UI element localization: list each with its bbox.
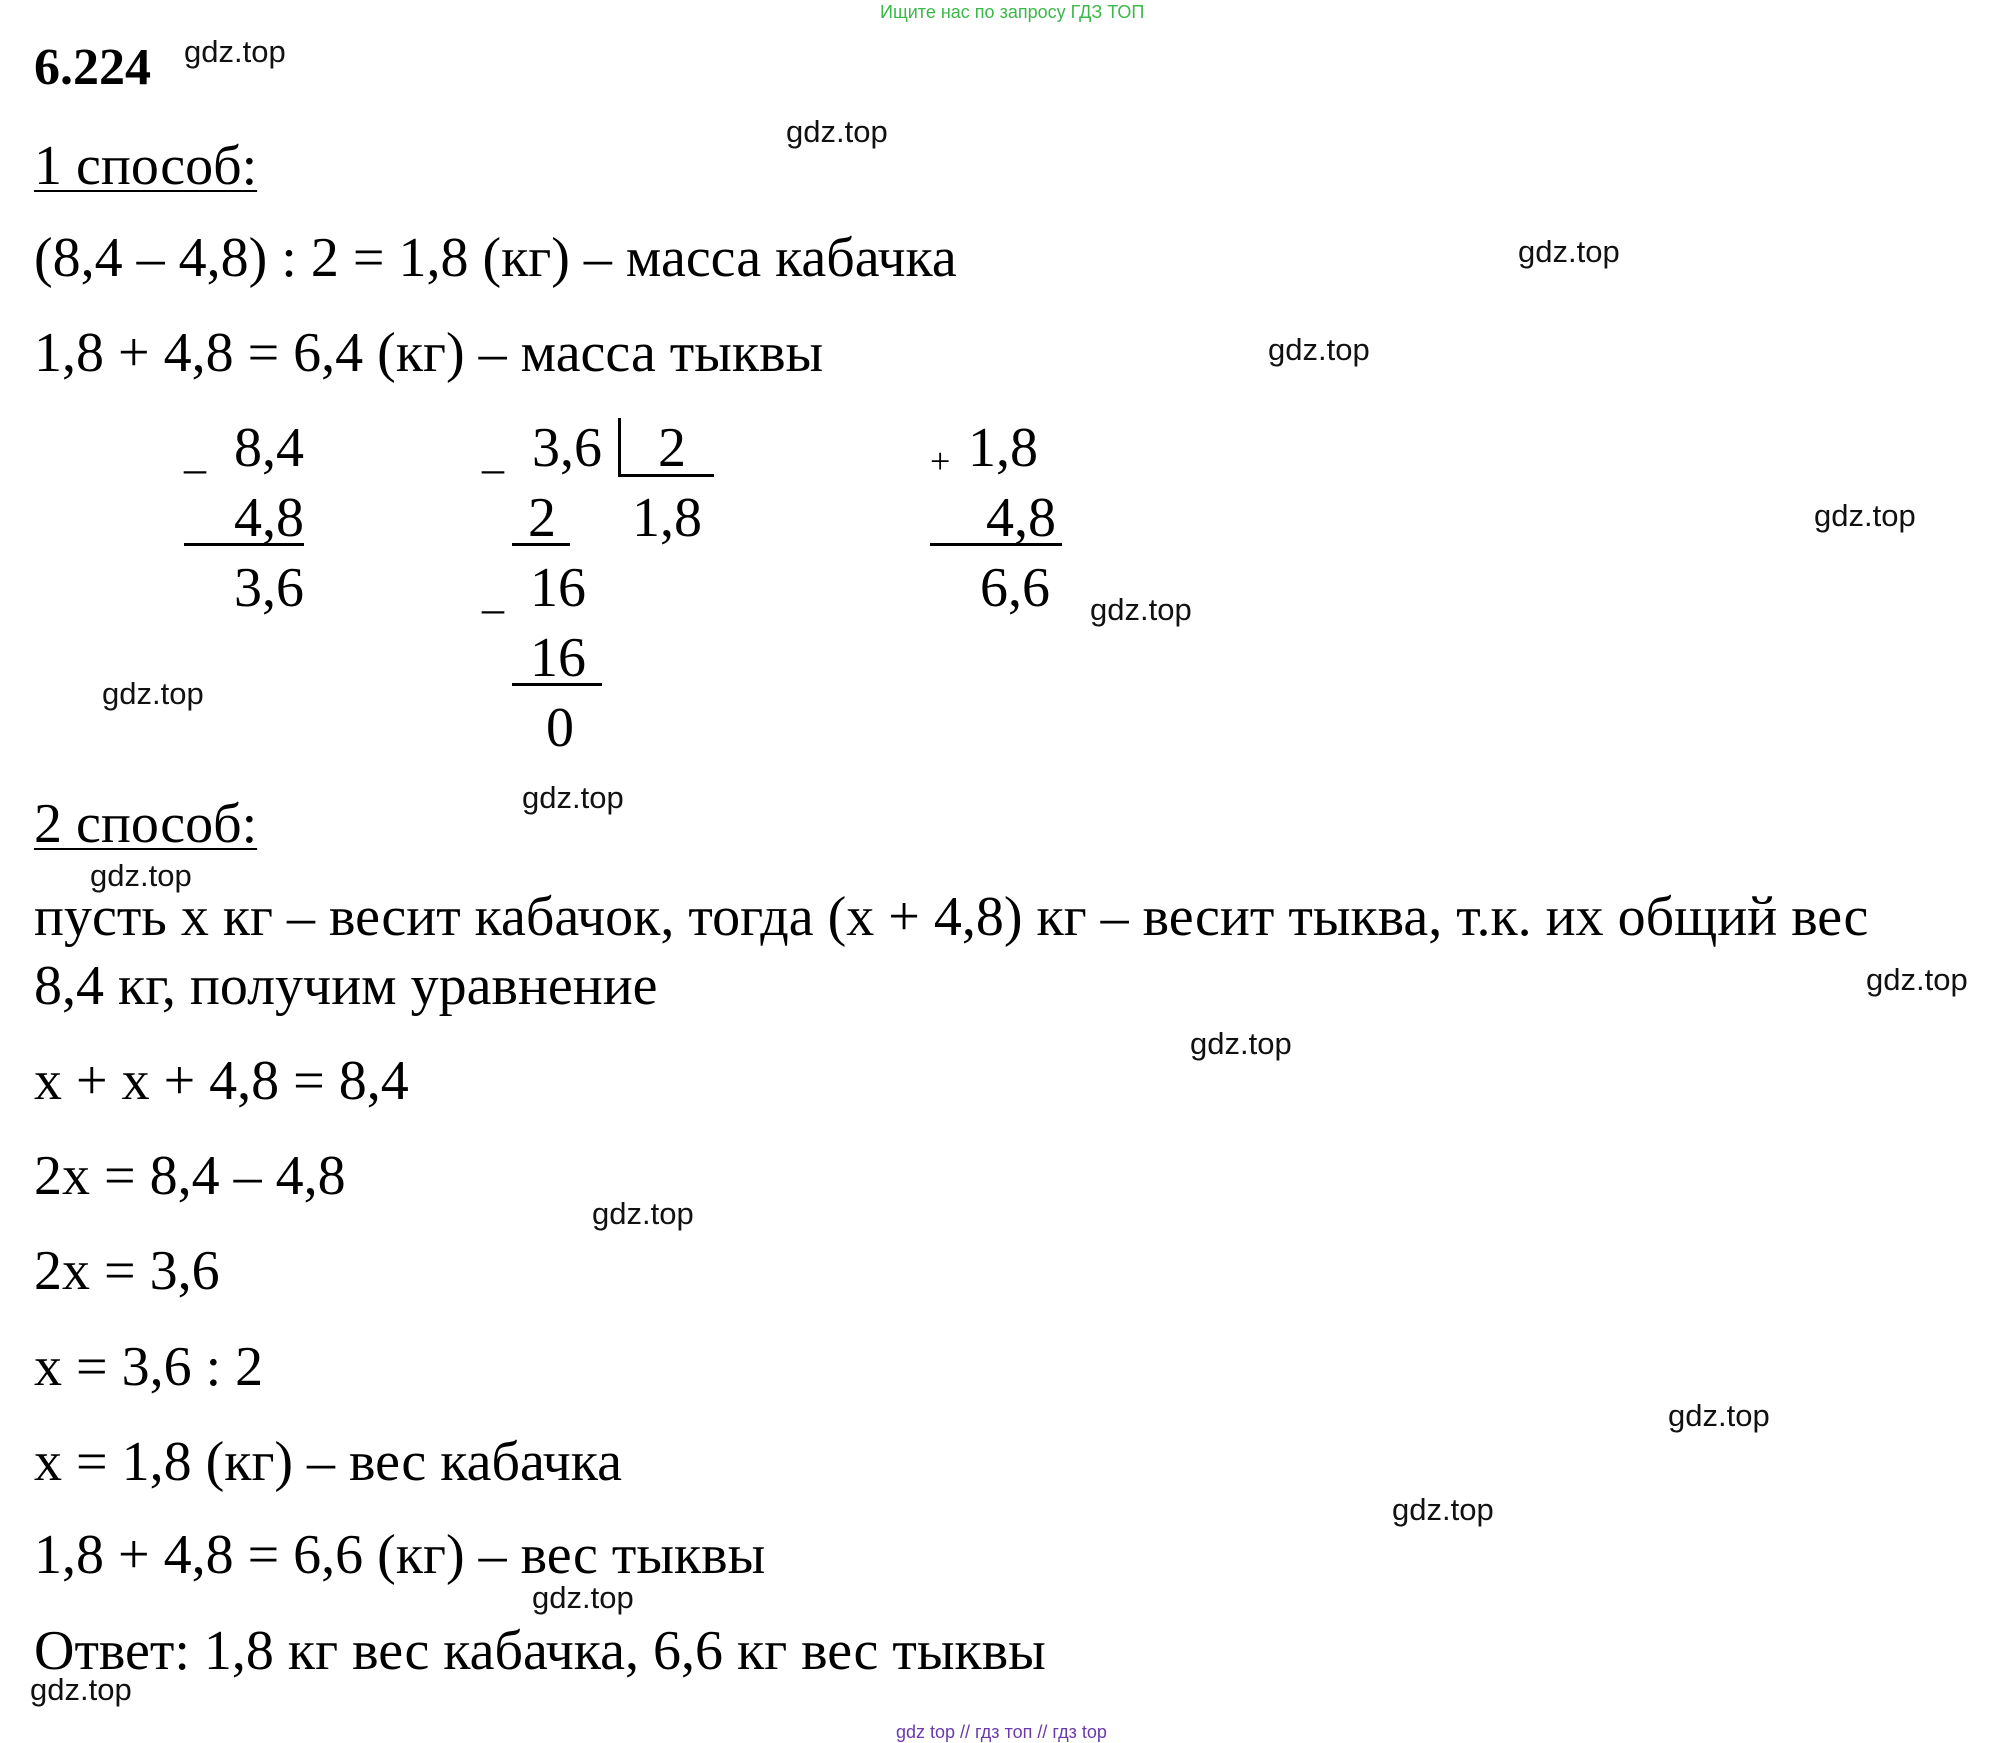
division-step1: 2: [528, 487, 556, 549]
watermark-text: gdz.top: [30, 1672, 132, 1707]
watermark-text: gdz.top: [532, 1580, 634, 1615]
method2-text-line2: 8,4 кг, получим уравнение: [34, 955, 658, 1017]
watermark-text: gdz.top: [90, 858, 192, 893]
watermark-text: gdz.top: [1190, 1026, 1292, 1061]
watermark-text: gdz.top: [184, 34, 286, 69]
subtraction-rule: [184, 543, 304, 546]
minus-sign: _: [184, 429, 206, 478]
step3-rule: [512, 683, 602, 686]
divisor: 2: [658, 417, 686, 479]
division-bar: [618, 418, 621, 476]
addend2: 4,8: [986, 487, 1056, 549]
division-step3: 16: [530, 627, 586, 689]
division-remainder: 0: [546, 697, 574, 759]
equation-4: х = 3,6 : 2: [34, 1336, 264, 1398]
watermark-text: gdz.top: [592, 1196, 694, 1231]
plus-sign: +: [930, 441, 951, 481]
top-banner: Ищите нас по запросу ГДЗ ТОП: [880, 2, 1145, 22]
answer: Ответ: 1,8 кг вес кабачка, 6,6 кг вес тыквы: [34, 1620, 1046, 1682]
addition-rule: [930, 543, 1062, 546]
addend1: 1,8: [968, 417, 1038, 479]
minuend: 8,4: [234, 417, 304, 479]
equation-6: 1,8 + 4,8 = 6,6 (кг) – вес тыквы: [34, 1524, 766, 1586]
equation-3: 2х = 3,6: [34, 1240, 220, 1302]
equation-1: х + х + 4,8 = 8,4: [34, 1050, 409, 1112]
equation-5: х = 1,8 (кг) – вес кабачка: [34, 1431, 622, 1493]
watermark-text: gdz.top: [1668, 1398, 1770, 1433]
method1-line2: 1,8 + 4,8 = 6,4 (кг) – масса тыквы: [34, 322, 824, 384]
footer-watermark: gdz top // гдз топ // гдз top: [896, 1722, 1107, 1742]
quotient: 1,8: [632, 487, 702, 549]
minus-sign: _: [482, 569, 504, 618]
method1-title: 1 способ:: [34, 135, 258, 197]
equation-2: 2х = 8,4 – 4,8: [34, 1145, 346, 1207]
watermark-text: gdz.top: [1268, 332, 1370, 367]
watermark-text: gdz.top: [1814, 498, 1916, 533]
watermark-text: gdz.top: [1866, 962, 1968, 997]
watermark-text: gdz.top: [522, 780, 624, 815]
watermark-text: gdz.top: [1518, 234, 1620, 269]
watermark-text: gdz.top: [1090, 592, 1192, 627]
watermark-text: gdz.top: [102, 676, 204, 711]
problem-number: 6.224: [34, 39, 151, 96]
method2-text-line1: пусть х кг – весит кабачок, тогда (х + 4,8) кг – весит тыква, т.к. их общий вес: [34, 886, 1869, 948]
minus-sign: _: [482, 429, 504, 478]
watermark-text: gdz.top: [1392, 1492, 1494, 1527]
addition-result: 6,6: [980, 557, 1050, 619]
division-step2: 16: [530, 557, 586, 619]
dividend: 3,6: [532, 417, 602, 479]
method1-line1: (8,4 – 4,8) : 2 = 1,8 (кг) – масса кабачка: [34, 227, 957, 289]
subtraction-result: 3,6: [234, 557, 304, 619]
subtrahend: 4,8: [234, 487, 304, 549]
method2-title: 2 способ:: [34, 793, 258, 855]
step1-rule: [512, 543, 570, 546]
watermark-text: gdz.top: [786, 114, 888, 149]
divisor-rule: [618, 474, 714, 477]
